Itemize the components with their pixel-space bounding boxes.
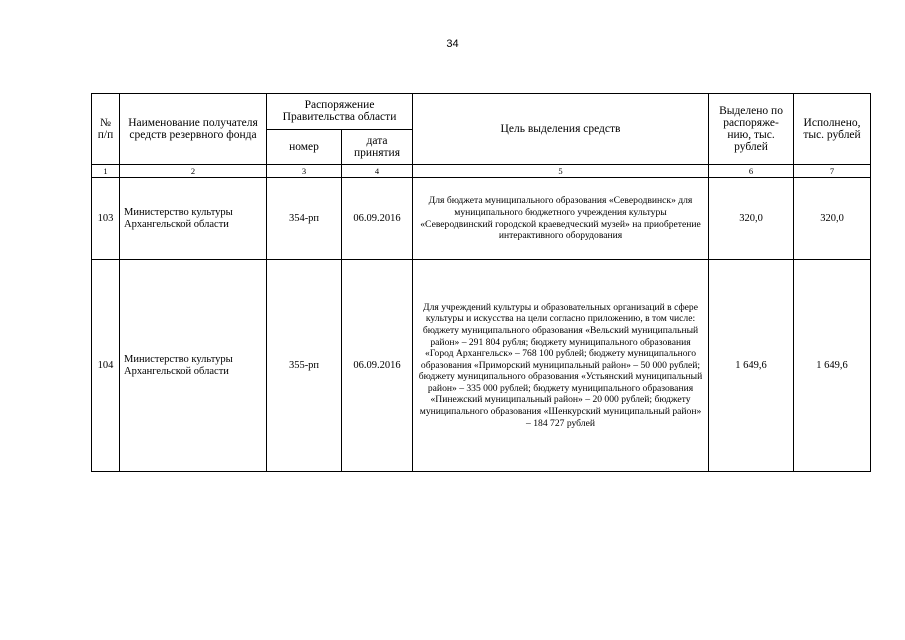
header-recipient: Наименование получателя средств резервного фонда — [120, 94, 267, 165]
row-number: 104 — [92, 260, 120, 472]
table-row — [92, 178, 871, 260]
header-row-1 — [92, 94, 871, 130]
row-recipient: Министерство культуры Архангельской области — [120, 260, 267, 472]
column-number: 5 — [413, 165, 709, 178]
header-number: № п/п — [92, 94, 120, 165]
page-number: 34 — [446, 38, 459, 50]
row-purpose: Для бюджета муниципального образования «Северодвинск» для муниципального бюджетного учреждения культуры «Северодвинский городской краеведческий музей» на приобретение интерактивного оборудования — [413, 178, 709, 260]
row-allocated: 1 649,6 — [709, 260, 794, 472]
row-order-number: 355-рп — [267, 260, 342, 472]
header-order-date: дата принятия — [342, 129, 413, 165]
row-purpose: Для учреждений культуры и образовательных организаций в сфере культуры и искусства на цели согласно приложению, в том числе: бюджету муниципального образования «Вельский муниципальный район» – 291 804 рубля; бюджету муниципального образования «Город Архангельск» – 768 100 рублей; бюджету муниципального образования «Приморский муниципальный район» – 50 000 рублей; бюджету муниципального образования «Устьянский муниципальный район» – 335 000 рублей; бюджету муниципального образования «Пинежский муниципальный район» – 20 000 рублей; бюджету муниципального образования «Шенкурский муниципальный район» – 184 727 рублей — [413, 260, 709, 472]
row-executed: 1 649,6 — [794, 260, 871, 472]
row-recipient: Министерство культуры Архангельской области — [120, 178, 267, 260]
row-order-date: 06.09.2016 — [342, 260, 413, 472]
row-order-date: 06.09.2016 — [342, 178, 413, 260]
header-executed: Исполнено, тыс. рублей — [794, 94, 871, 165]
header-order-number: номер — [267, 129, 342, 165]
header-purpose: Цель выделения средств — [413, 94, 709, 165]
column-number: 4 — [342, 165, 413, 178]
row-allocated: 320,0 — [709, 178, 794, 260]
reserve-fund-table — [91, 93, 871, 472]
column-number: 3 — [267, 165, 342, 178]
column-number-row — [92, 165, 871, 178]
column-number: 1 — [92, 165, 120, 178]
row-order-number: 354-рп — [267, 178, 342, 260]
header-order-group: Распоряжение Правительства области — [267, 94, 413, 130]
column-number: 6 — [709, 165, 794, 178]
row-number: 103 — [92, 178, 120, 260]
row-executed: 320,0 — [794, 178, 871, 260]
header-allocated: Выделено по распоряже-нию, тыс. рублей — [709, 94, 794, 165]
table-row — [92, 260, 871, 472]
column-number: 2 — [120, 165, 267, 178]
column-number: 7 — [794, 165, 871, 178]
